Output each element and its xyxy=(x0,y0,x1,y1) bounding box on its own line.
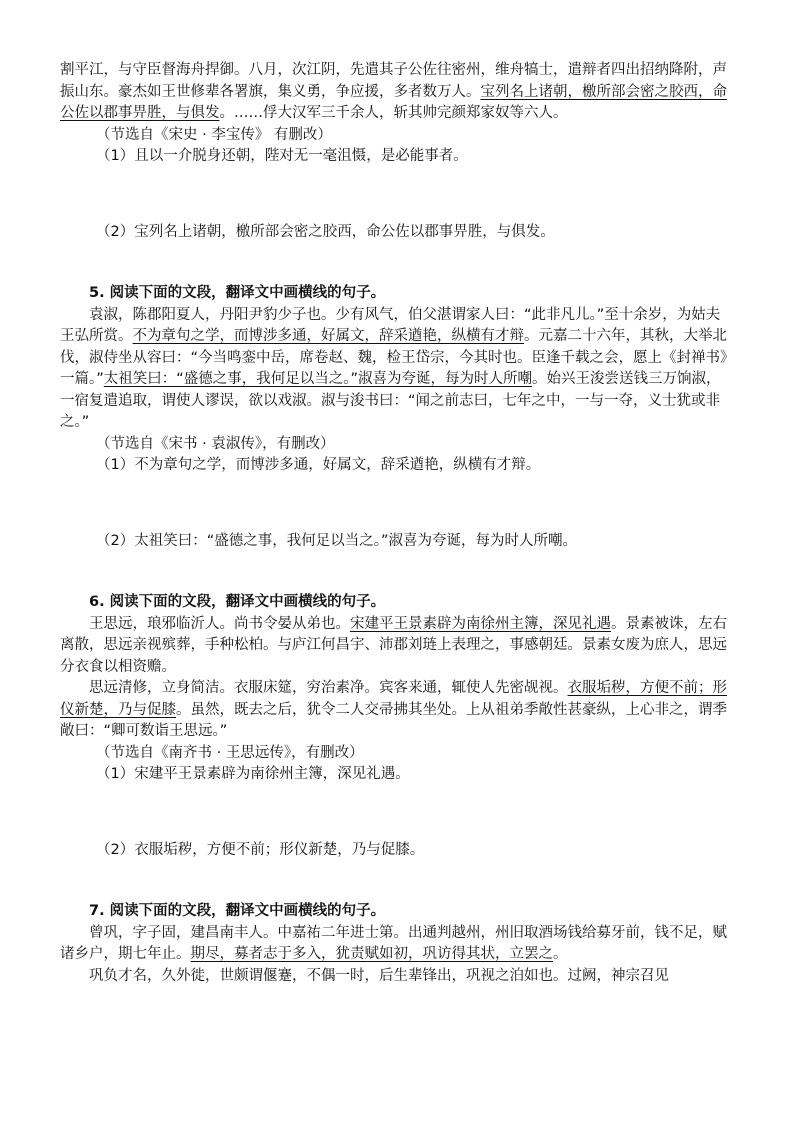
underlined-sentence: 宝列名上诸朝，檄所部会密之胶西，命公佐以郡事畀胜，与俱发 xyxy=(60,83,727,121)
section-gap xyxy=(60,552,734,592)
underlined-sentence: 宋建平王景素辟为南徐州主簿，深见礼遇 xyxy=(350,615,611,632)
passage-paragraph xyxy=(60,60,734,125)
underlined-sentence: 不为章句之学，而博涉多通，好属文，辞采遒艳，纵横有才辩 xyxy=(132,328,524,344)
underlined-sentence: 太祖笑曰：“盛德之事，我何足以当之。”淑喜为夸诞，每为时人所嘲 xyxy=(103,371,533,387)
passage-paragraph xyxy=(60,305,734,434)
passage-text: 。 xyxy=(553,946,568,962)
question-item: （1）不为章句之学，而博涉多通，好属文，辞采遒艳，纵横有才辩。 xyxy=(96,457,541,473)
question-item: （2）太祖笑曰：“盛德之事，我何足以当之。”淑喜为夸诞，每为时人所嘲。 xyxy=(96,532,577,549)
passage-paragraph xyxy=(60,923,734,966)
passage-text: 王思远，琅邪临沂人。尚书令晏从弟也。 xyxy=(89,615,350,632)
source-note: （节选自《宋书 · 袁淑传》，有删改） xyxy=(96,435,335,452)
source-note: （节选自《南齐书 · 王思远传》，有删改） xyxy=(96,744,364,761)
passage-text: 袁淑，陈郡阳夏人，丹阳尹豹少子也。少有风气，伯父湛谓家人曰：“此非凡儿。”至十余岁，为姑夫王弘所赏。 xyxy=(60,306,721,344)
question-item: （2）宝列名上诸朝，檄所部会密之胶西，命公佐以郡事畀胜，与俱发。 xyxy=(96,223,555,240)
answer-space xyxy=(60,786,734,840)
question-heading: 5. 阅读下面的文段，翻译文中画横线的句子。 xyxy=(89,285,386,301)
answer-space xyxy=(60,477,734,531)
question-heading: 7. 阅读下面的文段，翻译文中画横线的句子。 xyxy=(89,903,386,919)
passage-text: 思远清修，立身简洁。衣服床筵，穷治素净。宾客来通，辄使人先密觇视。 xyxy=(89,680,568,696)
passage-text: 。元嘉二十六年，其秋，大举北伐，淑侍坐从容曰：“今当鸣銮中岳，席卷赵、魏，检王岱宗，今其时也。臣逢千载之会，愿上《封禅书》一篇。” xyxy=(60,328,728,387)
answer-space xyxy=(60,168,734,222)
question-heading: 6. 阅读下面的文段，翻译文中画横线的句子。 xyxy=(89,594,386,610)
section-gap xyxy=(60,243,734,283)
passage-text: 。……俘大汉军三千余人，斩其帅完颜郑家奴等六人。 xyxy=(219,105,568,121)
document-body xyxy=(60,60,734,987)
passage-text: 。景素被诛，左右离散，思远亲视殡葬，手种松柏。与庐江何昌宇、沛郡刘琏上表理之，事感朝廷。景素女废为庶人，思远分衣食以相资赡。 xyxy=(60,615,727,675)
passage-text: 。虽然，既去之后，犹令二人交帚拂其坐处。上从祖弟季敞性甚豪纵，上心非之，谓季敞曰：“卿可数诣王思远。” xyxy=(60,701,727,739)
question-item: （1）宋建平王景素辟为南徐州主簿，深见礼遇。 xyxy=(96,766,410,782)
passage-text: 割平江，与守臣督海舟捍御。八月，次江阴，先遣其子公佐往密州，维舟犒士，遣辩者四出招纳降附，声振山东。豪杰如王世修辈各署旗，集义勇，争应援，多者数万人。 xyxy=(60,62,727,100)
underlined-sentence: 衣服垢秽，方便不前；形仪新楚，乃与促膝 xyxy=(60,680,727,718)
underlined-sentence: 期尽，募者志于多入，犹责赋如初，巩访得其状，立罢之 xyxy=(190,946,553,962)
section-gap xyxy=(60,861,734,901)
passage-paragraph xyxy=(60,614,734,679)
source-note: （节选自《宋史 · 李宝传》 有删改） xyxy=(96,126,332,143)
passage-paragraph xyxy=(60,678,734,743)
passage-text: 曾巩，字子固，建昌南丰人。中嘉祐二年进士第。出通判越州，州旧取酒场钱给募牙前，钱不足，赋诸乡户，期七年止。 xyxy=(60,924,727,962)
passage-text: 。始兴王浚尝送钱三万饷淑，一宿复遣追取，谓使人谬误，欲以戏淑。淑与浚书曰：“闻之前志曰，七年之中，一与一夺，义士犹或非之。” xyxy=(60,371,721,430)
passage-paragraph: 巩负才名，久外徙，世颇谓偃蹇，不偶一时，后生辈锋出，巩视之泊如也。过阙，神宗召见 xyxy=(89,967,669,984)
question-item: （1）且以一介脱身还朝，陛对无一毫沮慑，是必能事者。 xyxy=(96,148,468,164)
question-item: （2）衣服垢秽，方便不前；形仪新楚，乃与促膝。 xyxy=(96,841,425,858)
